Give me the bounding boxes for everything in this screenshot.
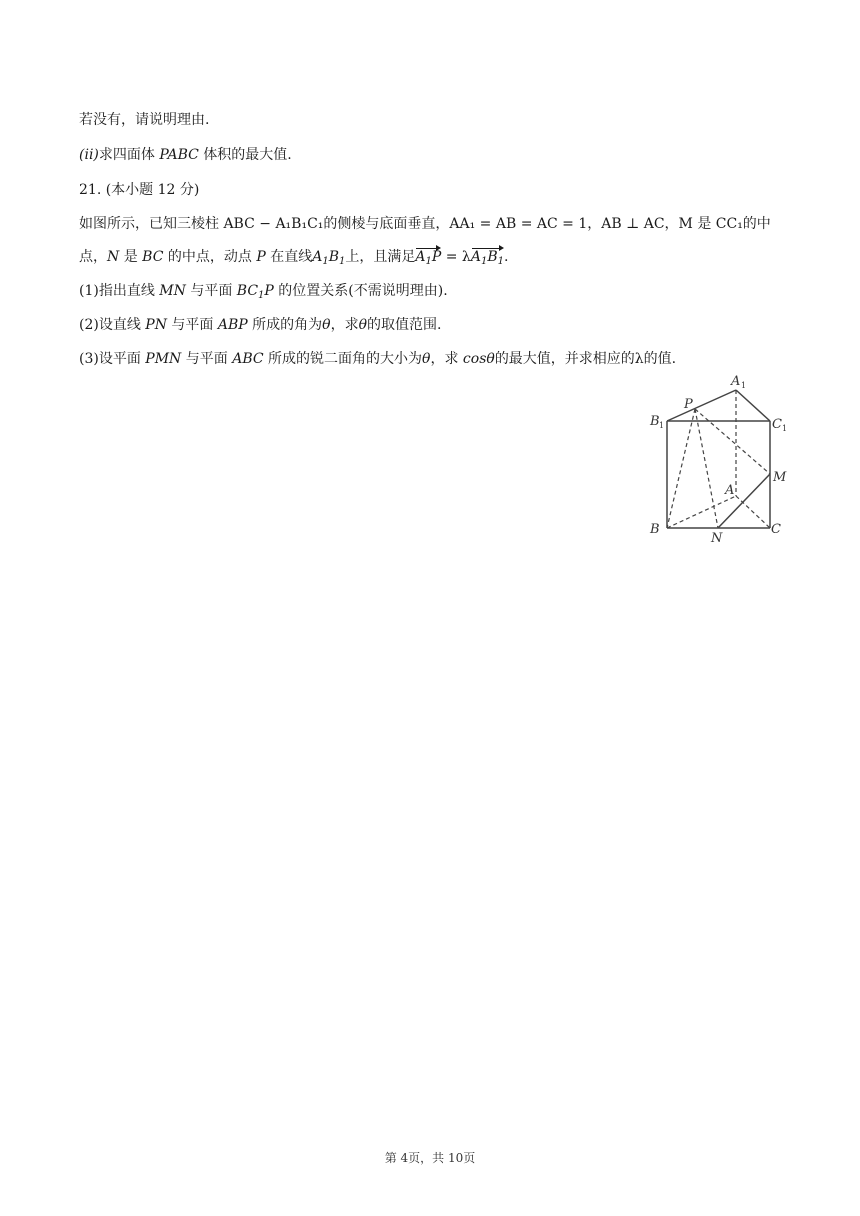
- label-c1: C: [772, 417, 782, 432]
- plane-bc1p: $BC_1P$: [236, 283, 274, 301]
- part-2: (2)设直线 PN 与平面 ABP 所成的角为θ，求θ的取值范围.: [79, 317, 442, 333]
- segment-p-b: [667, 409, 695, 528]
- line-a1b1: $A_1B_1$: [312, 249, 346, 267]
- part-3: (3)设平面 PMN 与平面 ABC 所成的锐二面角的大小为θ，求 cosθ的最大值，并求相应的λ的值.: [79, 351, 677, 367]
- edge-a1-c1: [736, 390, 770, 421]
- prism-figure: [645, 370, 795, 550]
- label-c1-sub: 1: [782, 424, 788, 433]
- label-b1: B: [650, 414, 660, 429]
- label-a: A: [725, 483, 735, 498]
- label-m: M: [773, 470, 787, 485]
- edge-a-b: [667, 496, 736, 528]
- text-line-1: 若没有，请说明理由.: [79, 112, 210, 128]
- label-n: N: [711, 531, 723, 546]
- vector-a1b1: $A_1B_1$: [470, 249, 504, 267]
- question-21-header: 21. (本小题 12 分): [79, 182, 200, 198]
- question-21-intro-line-2: 点，N 是 BC 的中点，动点 P 在直线$A_1B_1$上，且满足$A_1P = \lambda A_1B_1$.: [79, 249, 509, 267]
- edge-b1-a1: [667, 390, 736, 421]
- label-a1-sub: 1: [741, 381, 747, 390]
- part-1: (1)指出直线 MN 与平面 $BC_1P$ 的位置关系(不需说明理由).: [79, 283, 448, 301]
- label-b: B: [650, 522, 660, 537]
- label-p: P: [684, 397, 693, 412]
- label-c: C: [771, 522, 781, 537]
- sub-question-ii: (ii)求四面体 PABC 体积的最大值.: [79, 147, 292, 163]
- label-b1-sub: 1: [659, 421, 665, 430]
- vector-a1p: $A_1P$: [415, 249, 442, 267]
- page-footer: 第 4页，共 10页: [384, 1151, 476, 1165]
- edge-a-c: [736, 496, 770, 528]
- label-a1: A: [731, 374, 741, 389]
- question-21-intro-line-1: 如图所示，已知三棱柱 ABC − A₁B₁C₁的侧棱与底面垂直，AA₁ = AB = AC = 1，AB ⊥ AC，M 是 CC₁的中: [79, 216, 771, 232]
